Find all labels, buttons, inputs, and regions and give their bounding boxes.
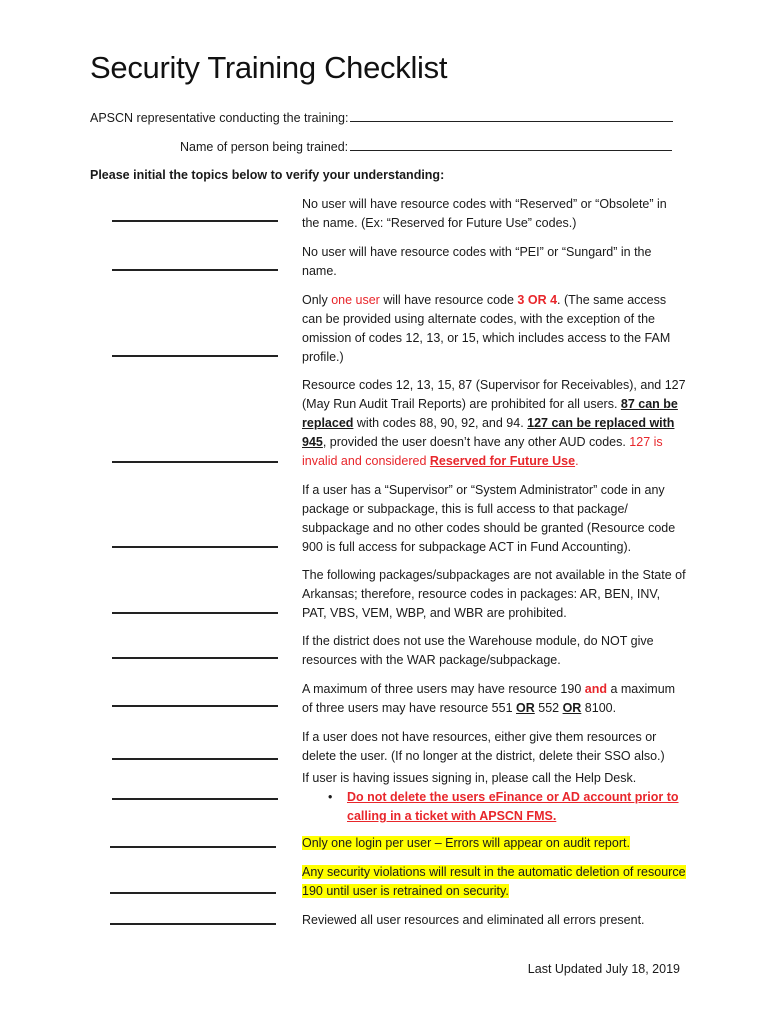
topic-3-text-e: . (The same access can be provided using alternate codes, with the exception of the omission of codes 12, 13, or 15, which includes access to the FAM profile.) bbox=[302, 293, 671, 364]
page-title: Security Training Checklist bbox=[90, 50, 448, 85]
initial-line-12[interactable] bbox=[110, 892, 276, 894]
initial-line-5[interactable] bbox=[112, 546, 278, 548]
topic-10-bullet bbox=[302, 788, 687, 826]
initial-line-1[interactable] bbox=[112, 220, 278, 222]
initial-line-2[interactable] bbox=[112, 269, 278, 271]
topic-6: The following packages/subpackages are not available in the State of Arkansas; therefore, resource codes in packages: AR, BEN, INV, PAT, VBS, VEM, WBP, and WBR are prohibited. bbox=[302, 568, 686, 620]
instructions: Please initial the topics below to verify your understanding: bbox=[90, 168, 445, 182]
topic-3-text-c: will have resource code bbox=[379, 293, 518, 307]
topic-4-period: . bbox=[575, 454, 579, 468]
topic-10-warning: Do not delete the users eFinance or AD account prior to calling in a ticket with APSCN FMS. bbox=[347, 790, 679, 823]
topic-4-text-c: with codes 88, 90, 92, and 94. bbox=[353, 416, 528, 430]
topic-8-text-g: 8100. bbox=[581, 701, 617, 715]
initial-line-11[interactable] bbox=[110, 846, 276, 848]
topic-5: If a user has a “Supervisor” or “System Administrator” code in any package or subpackage, this is full access to that package/ subpackage and no other codes should be granted (Resource code 900 is full access for subpackage ACT in Fund Accounting). bbox=[302, 483, 676, 554]
topic-10 bbox=[302, 769, 687, 826]
topic-13: Reviewed all user resources and eliminated all errors present. bbox=[302, 913, 645, 927]
representative-blank[interactable] bbox=[350, 110, 673, 122]
topic-11-highlight: Only one login per user – Errors will appear on audit report. bbox=[302, 836, 630, 850]
topic-7: If the district does not use the Warehouse module, do NOT give resources with the WAR package/subpackage. bbox=[302, 634, 654, 667]
topic-8-text-e: 552 bbox=[534, 701, 563, 715]
representative-label: APSCN representative conducting the training: bbox=[90, 111, 349, 125]
initial-line-10[interactable] bbox=[112, 798, 278, 800]
initial-line-3[interactable] bbox=[112, 355, 278, 357]
topic-4-replace-127: 127 can be replaced with 945 bbox=[302, 416, 675, 449]
initial-line-7[interactable] bbox=[112, 657, 278, 659]
topic-2: No user will have resource codes with “PEI” or “Sungard” in the name. bbox=[302, 245, 652, 278]
topic-8-or-2: OR bbox=[562, 701, 582, 715]
topic-11 bbox=[302, 834, 687, 853]
topic-8-and: and bbox=[584, 682, 607, 696]
topic-12 bbox=[302, 863, 687, 901]
topic-3-one-user: one user bbox=[331, 293, 380, 307]
topic-9: If a user does not have resources, either give them resources or delete the user. (If no longer at the district, delete their SSO also.) bbox=[302, 730, 665, 763]
initial-line-8[interactable] bbox=[112, 705, 278, 707]
topic-4-text-a: Resource codes 12, 13, 15, 87 (Supervisor for Receivables), and 127 (May Run Audit Trail Reports) are prohibited for all users. bbox=[302, 378, 686, 411]
topic-4-text-e: , provided the user doesn’t have any other AUD codes. bbox=[322, 435, 630, 449]
trainee-blank[interactable] bbox=[350, 139, 672, 151]
representative-field bbox=[90, 110, 673, 125]
initial-line-9[interactable] bbox=[112, 758, 278, 760]
topic-3-codes: 3 OR 4 bbox=[517, 293, 558, 307]
topic-1: No user will have resource codes with “Reserved” or “Obsolete” in the name. (Ex: “Reserved for Future Use” codes.) bbox=[302, 197, 667, 230]
topic-8-or-1: OR bbox=[516, 701, 535, 715]
topic-3 bbox=[302, 291, 687, 367]
topic-10-text: If user is having issues signing in, please call the Help Desk. bbox=[302, 771, 637, 785]
topic-8 bbox=[302, 680, 687, 718]
topic-4 bbox=[302, 376, 687, 471]
last-updated: Last Updated July 18, 2019 bbox=[527, 962, 680, 976]
topic-4-replace-87: 87 can be replaced bbox=[302, 397, 678, 430]
initial-line-4[interactable] bbox=[112, 461, 278, 463]
initial-line-6[interactable] bbox=[112, 612, 278, 614]
topic-8-text-c: a maximum of three users may have resource 551 bbox=[302, 682, 676, 715]
topic-4-reserved: Reserved for Future Use bbox=[429, 454, 576, 468]
topic-12-highlight: Any security violations will result in the automatic deletion of resource 190 until user is retrained on security. bbox=[302, 865, 686, 898]
initial-line-13[interactable] bbox=[110, 923, 276, 925]
bullet-icon: • bbox=[328, 790, 333, 804]
trainee-label: Name of person being trained: bbox=[180, 140, 349, 154]
topic-8-text-a: A maximum of three users may have resource 190 bbox=[302, 682, 585, 696]
trainee-field bbox=[180, 139, 672, 154]
topic-3-text-a: Only bbox=[302, 293, 332, 307]
topic-4-invalid: 127 is invalid and considered bbox=[302, 435, 663, 468]
